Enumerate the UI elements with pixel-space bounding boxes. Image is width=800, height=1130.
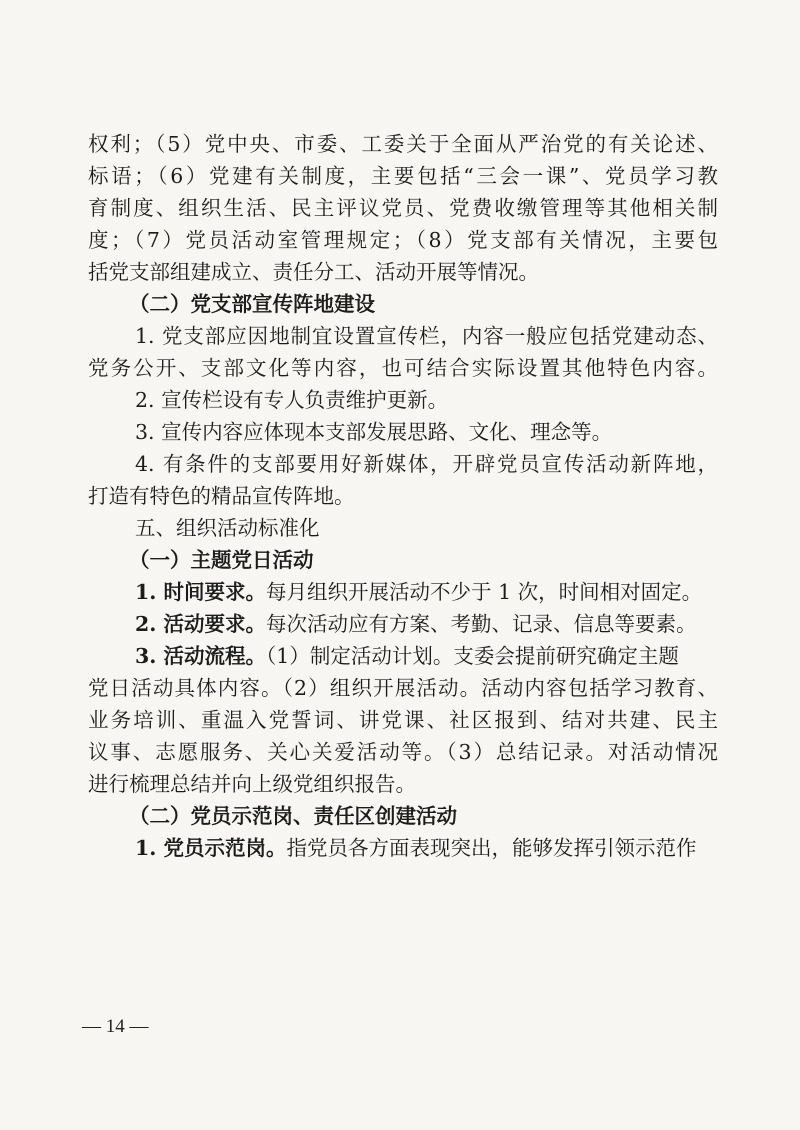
model-post <box>88 832 718 864</box>
text-line: 权利；（5）党中央、市委、工委关于全面从严治党的有关论述、 <box>88 132 718 156</box>
time-requirement <box>88 576 718 608</box>
text-line: 度；（7）党员活动室管理规定；（8）党支部有关情况，主要包 <box>88 228 718 252</box>
model-label: 1. 党员示范岗。 <box>135 836 287 860</box>
req-label: 2. 活动要求。 <box>135 612 267 636</box>
item-3: 3. 宣传内容应体现本支部发展思路、文化、理念等。 <box>135 420 613 444</box>
flow-line: 议事、志愿服务、关心关爱活动等。（3）总结记录。对活动情况 <box>88 740 718 764</box>
flow-first-text: （1）制定活动计划。支委会提前研究确定主题 <box>266 644 679 668</box>
heading-model-post: （二）党员示范岗、责任区创建活动 <box>129 804 457 828</box>
body-text <box>88 128 718 864</box>
section-title: 五、组织活动标准化 <box>135 516 320 540</box>
flow-line: 进行梳理总结并向上级党组织报告。 <box>88 772 416 796</box>
item-1-line: 1. 党支部应因地制宜设置宣传栏，内容一般应包括党建动态、 <box>135 324 718 348</box>
text-line: 括党支部组建成立、责任分工、活动开展等情况。 <box>88 260 539 284</box>
activity-requirement <box>88 608 718 640</box>
item-4-line: 4. 有条件的支部要用好新媒体，开辟党员宣传活动新阵地， <box>135 452 718 476</box>
model-text: 指党员各方面表现突出，能够发挥引领示范作 <box>286 836 697 860</box>
item-4-line: 打造有特色的精品宣传阵地。 <box>88 484 355 508</box>
page-number: — 14 — <box>82 1016 149 1037</box>
activity-flow <box>88 640 718 672</box>
flow-line: 业务培训、重温入党誓词、讲党课、社区报到、结对共建、民主 <box>88 708 718 732</box>
heading-propaganda: （二）党支部宣传阵地建设 <box>129 292 375 316</box>
item-2: 2. 宣传栏设有专人负责维护更新。 <box>135 388 449 412</box>
req-text: 每次活动应有方案、考勤、记录、信息等要素。 <box>266 612 697 636</box>
flow-line: 党日活动具体内容。（2）组织开展活动。活动内容包括学习教育、 <box>88 676 718 700</box>
text-line: 育制度、组织生活、民主评议党员、党费收缴管理等其他相关制 <box>88 196 718 220</box>
heading-theme-day: （一）主题党日活动 <box>129 548 314 572</box>
flow-label: 3. 活动流程。 <box>135 644 267 668</box>
text-line: 标语；（6）党建有关制度，主要包括“三会一课”、党员学习教 <box>88 164 718 188</box>
time-label: 1. 时间要求。 <box>135 580 267 604</box>
item-1-line: 党务公开、支部文化等内容，也可结合实际设置其他特色内容。 <box>88 356 718 380</box>
time-text: 每月组织开展活动不少于 1 次，时间相对固定。 <box>266 580 703 604</box>
